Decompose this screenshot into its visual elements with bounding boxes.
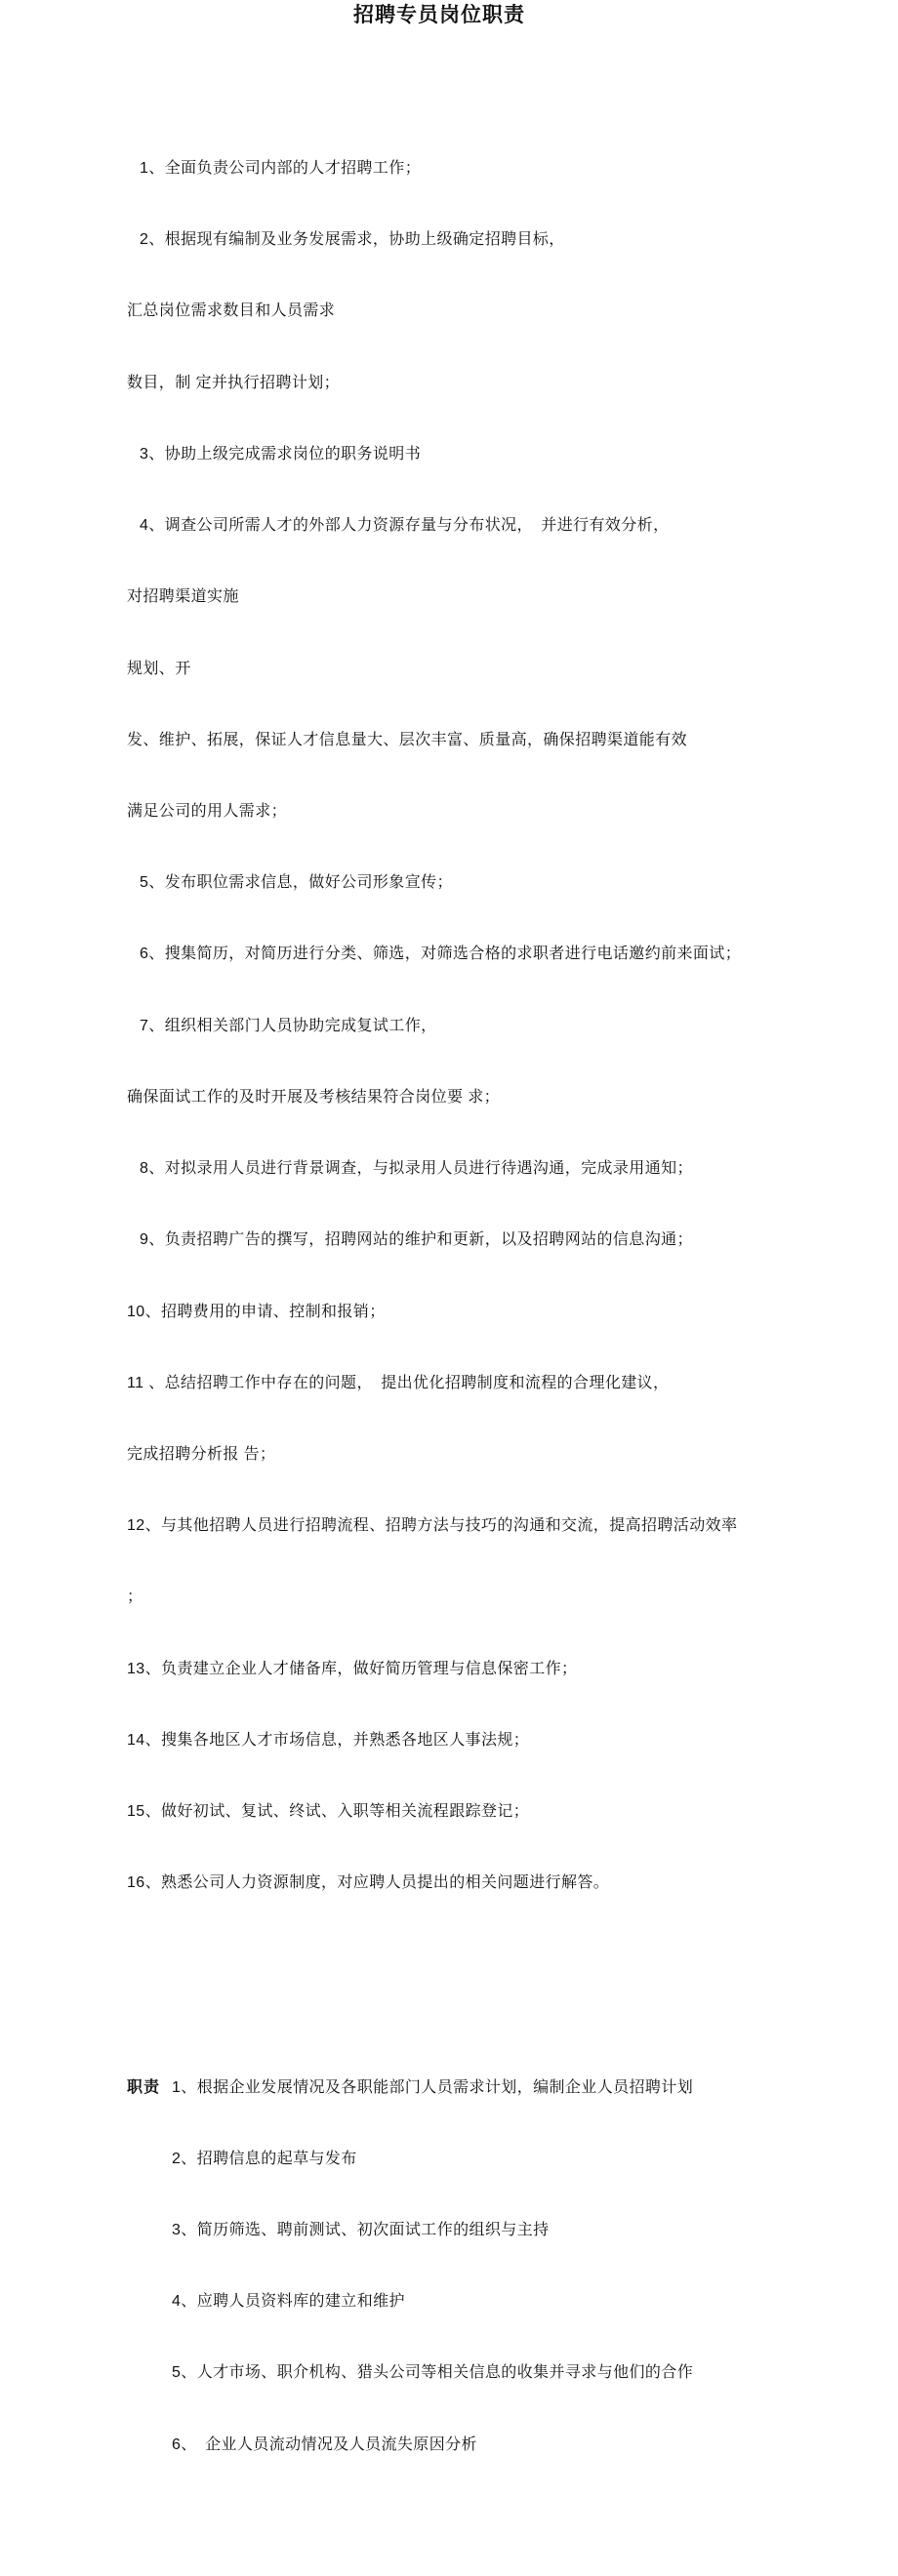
gutter-spacer	[127, 2361, 172, 2385]
list-item-text: 1、根据企业发展情况及各职能部门人员需求计划，编制企业人员招聘计划	[172, 2078, 694, 2096]
gutter-spacer	[127, 2219, 172, 2242]
list-item-continuation: 汇总岗位需求数目和人员需求	[127, 302, 336, 320]
list-item	[127, 2434, 859, 2457]
list-item	[127, 2148, 859, 2171]
gutter-spacer	[127, 2148, 172, 2171]
page-title: 招聘专员岗位职责	[353, 4, 525, 26]
list-item: 10、招聘费用的申请、控制和报销；	[127, 1303, 386, 1320]
list-item-continuation: 数目，制 定并执行招聘计划；	[127, 374, 341, 391]
list-item	[127, 2219, 859, 2242]
list-item-continuation: 对招聘渠道实施	[127, 588, 239, 606]
list-item: 16、熟悉公司人力资源制度，对应聘人员提出的相关问题进行解答。	[127, 1874, 610, 1892]
list-item-text: 3、简历筛选、聘前测试、初次面试工作的组织与主持	[172, 2221, 550, 2238]
gutter-spacer	[127, 2290, 172, 2314]
list-item: 11 、总结招聘工作中存在的问题， 提出优化招聘制度和流程的合理化建议，	[127, 1374, 670, 1391]
list-item: 6、搜集简历，对简历进行分类、筛选，对筛选合格的求职者进行电话邀约前来面试；	[140, 946, 742, 963]
document-body	[127, 38, 859, 2576]
list-item-continuation: 规划、开	[127, 660, 191, 677]
list-item: 4、调查公司所需人才的外部人力资源存量与分布状况， 并进行有效分析，	[140, 517, 670, 535]
list-item	[127, 2290, 859, 2314]
list-item-continuation: ；	[127, 1589, 143, 1606]
list-item: 7、组织相关部门人员协助完成复试工作，	[140, 1017, 437, 1034]
gutter-spacer	[127, 2434, 172, 2457]
duties-list	[127, 109, 859, 1943]
list-item-continuation: 完成招聘分析报 告；	[127, 1445, 276, 1463]
list-item: 14、搜集各地区人才市场信息，并熟悉各地区人事法规；	[127, 1731, 530, 1749]
list-item-continuation: 确保面试工作的及时开展及考核结果符合岗位要 求；	[127, 1088, 501, 1106]
list-item-text: 6、 企业人员流动情况及人员流失原因分析	[172, 2435, 477, 2453]
list-item: 3、协助上级完成需求岗位的职务说明书	[140, 445, 422, 463]
list-item: 15、做好初试、复试、终试、入职等相关流程跟踪登记；	[127, 1803, 530, 1821]
list-item	[127, 2076, 859, 2100]
list-item: 9、负责招聘广告的撰写，招聘网站的维护和更新，以及招聘网站的信息沟通；	[140, 1231, 693, 1249]
list-item-text: 4、应聘人员资料库的建立和维护	[172, 2293, 405, 2311]
list-item: 8、对拟录用人员进行背景调查，与拟录用人员进行待遇沟通，完成录用通知；	[140, 1160, 693, 1178]
list-item-text: 2、招聘信息的起草与发布	[172, 2150, 357, 2167]
list-item	[127, 2361, 859, 2385]
list-item-text: 5、人才市场、职介机构、猎头公司等相关信息的收集并寻求与他们的合作	[172, 2364, 694, 2382]
list-item-continuation: 发、维护、拓展，保证人才信息量大、层次丰富、质量高，确保招聘渠道能有效	[127, 731, 688, 748]
list-item: 1、全面负责公司内部的人才招聘工作；	[140, 160, 422, 178]
responsibilities-label: 职责	[127, 2078, 161, 2096]
list-item: 5、发布职位需求信息，做好公司形象宣传；	[140, 874, 453, 892]
list-item-continuation: 满足公司的用人需求；	[127, 803, 288, 820]
responsibilities-list	[127, 2029, 859, 2505]
list-item: 12、与其他招聘人员进行招聘流程、招聘方法与技巧的沟通和交流，提高招聘活动效率	[127, 1517, 738, 1535]
list-item: 13、负责建立企业人才储备库，做好简历管理与信息保密工作；	[127, 1660, 578, 1677]
list-item: 2、根据现有编制及业务发展需求，协助上级确定招聘目标，	[140, 231, 565, 249]
